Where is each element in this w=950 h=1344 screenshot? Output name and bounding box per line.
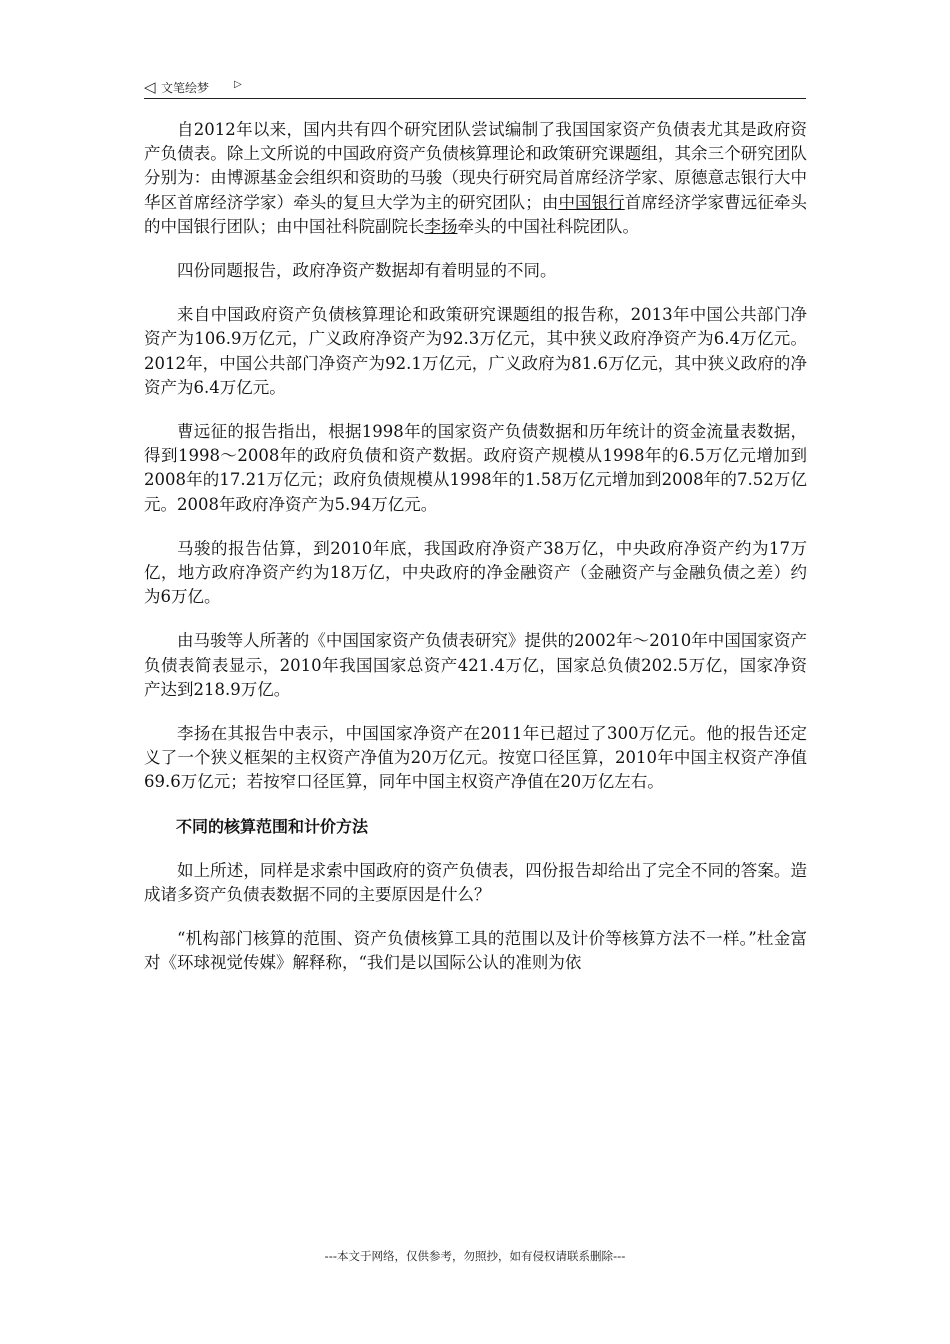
- paragraph-ma-jun-book: 由马骏等人所著的《中国国家资产负债表研究》提供的2002年～2010年中国国家资产负债表简表显示，2010年我国国家总资产421.4万亿，国家总负债202.5万亿，国家净资产达到218.9万亿。: [144, 631, 807, 699]
- paragraph-text: 自2012年以来，国内共有四个研究团队尝试编制了我国国家资产负债表尤其是政府资产负债表。除上文所说的中国政府资产负债核算理论和政策研究课题组，其余三个研究团队分别为：由博源基金会组织和资助的马骏（现央行研究局首席经济学家、原德意志银行大中华区首席经济学家）牵头的复旦大学为主的研究团队；由: [144, 120, 807, 212]
- link-li-yang[interactable]: 李扬: [424, 216, 458, 236]
- paragraph-cao-yuanzheng-report: 曹远征的报告指出，根据1998年的国家资产负债数据和历年统计的资金流量表数据，得到1998～2008年的政府负债和资产数据。政府资产规模从1998年的6.5万亿元增加到2008年的17.21万亿元；政府负债规模从1998年的1.58万亿元增加到2008年的7.52万亿元。2008年政府净资产为5.94万亿元。: [144, 422, 807, 514]
- page-header: [144, 76, 806, 99]
- document-body: [144, 118, 807, 995]
- paragraph-li-yang-report: 李扬在其报告中表示，中国国家净资产在2011年已超过了300万亿元。他的报告还定义了一个狭义框架的主权资产净值为20万亿元。按宽口径匡算，2010年中国主权资产净值69.6万亿元；若按窄口径匡算，同年中国主权资产净值在20万亿左右。: [144, 724, 807, 792]
- paragraph-reasons-question: 如上所述，同样是求索中国政府的资产负债表，四份报告却给出了完全不同的答案。造成诸多资产负债表数据不同的主要原因是什么？: [144, 860, 807, 904]
- section-heading: 不同的核算范围和计价方法: [176, 816, 369, 836]
- left-triangle-icon: ◁: [144, 78, 156, 96]
- paragraph-research-teams: [144, 118, 807, 239]
- header-title: 文笔绘梦: [161, 81, 210, 95]
- link-bank-of-china[interactable]: 中国银行: [558, 192, 625, 212]
- page-footer: ---本文于网络，仅供参考，勿照抄，如有侵权请联系删除---: [324, 1249, 626, 1263]
- paragraph-four-reports: 四份同题报告，政府净资产数据却有着明显的不同。: [177, 261, 557, 281]
- paragraph-text: 首席经济学家曹远征牵头的中国银行团队；由中国社科院副院长: [144, 192, 808, 236]
- right-triangle-icon: ▷: [234, 79, 242, 90]
- paragraph-ma-jun-report: 马骏的报告估算，到2010年底，我国政府净资产38万亿，中央政府净资产约为17万亿，地方政府净资产约为18万亿，中央政府的净金融资产（金融资产与金融负债之差）约为6万亿。: [144, 538, 807, 607]
- paragraph-du-jinfu-quote: “机构部门核算的范围、资产负债核算工具的范围以及计价等核算方法不一样。”杜金富对《环球视觉传媒》解释称，“我们是以国际公认的准则为依: [144, 929, 807, 973]
- paragraph-task-force-report: 来自中国政府资产负债核算理论和政策研究课题组的报告称，2013年中国公共部门净资产为106.9万亿元，广义政府净资产为92.3万亿元，其中狭义政府净资产为6.4万亿元。2012年，中国公共部门净资产为92.1万亿元，广义政府为81.6万亿元，其中狭义政府的净资产为6.4万亿元。: [144, 305, 807, 397]
- paragraph-text: 牵头的中国社科院团队。: [457, 216, 639, 236]
